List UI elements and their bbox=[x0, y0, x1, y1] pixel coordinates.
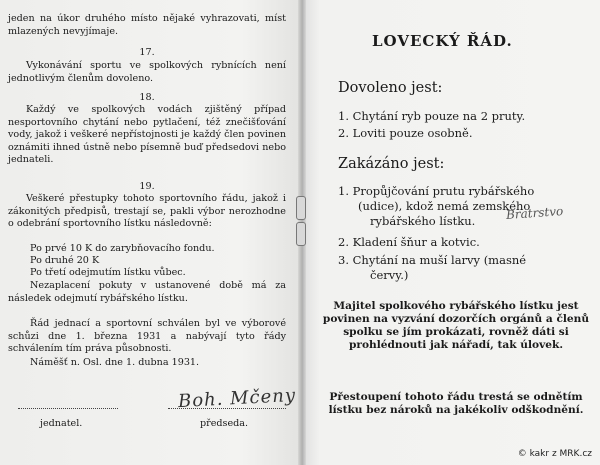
intro-text: jeden na úkor druhého místo nějaké vyhrazovati, míst mlazených nevyjímaje. bbox=[8, 13, 286, 37]
penalty-note: Přestoupení tohoto řádu trestá se odnětím lístku bez nároků na jakékoliv odškodnění. bbox=[328, 391, 584, 416]
holder-obligation-note: Majitel spolkového rybářského lístku jest povinen na vyzvání dozorčích orgánů a členů spolku se jím prokázati, rovněž dáti si prohlédnouti jak nářadí, tak úlovek. bbox=[322, 300, 590, 351]
watermark: © kakr z MRK.cz bbox=[517, 449, 592, 459]
forbidden-item-1-line-3: rybářského lístku. bbox=[370, 214, 476, 228]
section-17-text: Vykonávání sportu ve spolkových rybnících není jednotlivým členům dovoleno. bbox=[8, 60, 286, 84]
staple bbox=[296, 222, 306, 246]
penalty-second: Po druhé 20 K bbox=[30, 255, 100, 266]
forbidden-item-1-line-1: 1. Propůjčování prutu rybářského bbox=[338, 184, 535, 198]
allowed-item-1: 1. Chytání ryb pouze na 2 pruty. bbox=[338, 109, 526, 123]
penalty-third: Po třetí odejmutím lístku vůbec. bbox=[30, 267, 186, 278]
signature-line-jednatel bbox=[18, 408, 118, 409]
section-17-number: 17. bbox=[139, 47, 155, 58]
forbidden-item-3-line-2: červy.) bbox=[370, 268, 409, 282]
forbidden-item-2: 2. Kladení šňur a kotvic. bbox=[338, 235, 480, 249]
signature-line-predseda bbox=[168, 408, 286, 409]
unpaid-fine-text: Nezaplacení pokuty v ustanovené době má za následek odejmutí rybářského lístku. bbox=[8, 280, 286, 304]
allowed-heading: Dovoleno jest: bbox=[338, 80, 443, 96]
forbidden-item-1-line-2: (udice), kdož nemá zemského bbox=[358, 199, 531, 213]
forbidden-item-3-line-1: 3. Chytání na muší larvy (masné bbox=[338, 253, 527, 267]
allowed-item-2: 2. Loviti pouze osobně. bbox=[338, 126, 473, 140]
jednatel-label: jednatel. bbox=[40, 418, 83, 429]
place-date: Náměšť n. Osl. dne 1. dubna 1931. bbox=[30, 357, 200, 368]
section-18-text: Každý ve spolkových vodách zjištěný případ nesportovního chytání nebo pytlačení, též znečišťování vody, jakož i veškeré nepřístojnosti je každý člen povinen oznámiti ihned ústně nebo písemně buď předsedovi nebo jednateli. bbox=[8, 104, 286, 166]
penalty-first: Po prvé 10 K do zarybňovacího fondu. bbox=[30, 243, 215, 254]
section-18-number: 18. bbox=[139, 92, 155, 103]
staple bbox=[296, 196, 306, 220]
approval-text: Řád jednací a sportovní schválen byl ve výborové schůzi dne 1. března 1931 a nabývají tyto řády schválením tím práva působnosti. bbox=[8, 318, 286, 355]
document-title: LOVECKÝ ŘÁD. bbox=[372, 32, 513, 50]
section-19-text: Veškeré přestupky tohoto sportovního řádu, jakož i zákonitých předpisů, trestají se, pakli výbor nerozhodne o odebrání sportovního lístku následovně: bbox=[8, 193, 286, 230]
section-19-number: 19. bbox=[139, 181, 155, 192]
forbidden-heading: Zakázáno jest: bbox=[338, 156, 445, 172]
handwritten-signature: Boh. Mčeny bbox=[177, 384, 297, 413]
handwritten-note: Bratrstvo bbox=[505, 204, 564, 222]
predseda-label: předseda. bbox=[200, 418, 249, 429]
